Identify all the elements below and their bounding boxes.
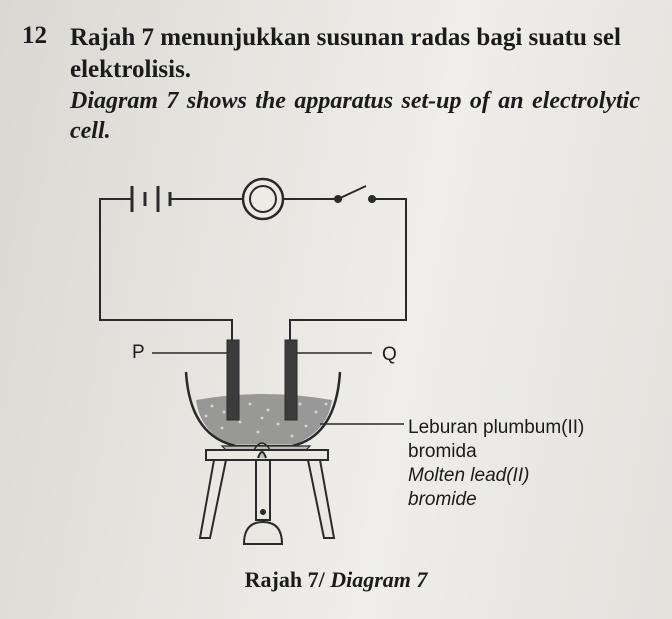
electrode-q-label: Q [382,344,397,365]
circuit-wire-left [100,199,232,342]
caption-english: Diagram 7 [324,567,428,592]
question-number: 12 [22,22,47,49]
electrode-p-label: P [132,342,145,363]
switch-icon [335,186,375,202]
caption-malay: Rajah 7/ [244,567,325,592]
diagram-caption [0,567,672,593]
electrolyte-label-english-line2: bromide [408,489,477,510]
circuit-wire-right [290,199,406,342]
question-text-english: Diagram 7 shows the apparatus set-up of an electrolytic cell. [70,88,640,144]
electrolyte-label-malay-line2: bromida [408,441,477,462]
electrode-p [227,340,239,420]
question-text-malay: Rajah 7 menunjukkan susunan radas bagi suatu sel elektrolisis. [70,24,621,83]
bulb-icon [243,179,336,219]
electrolyte-label-malay-line1: Leburan plumbum(II) [408,417,585,438]
electrolyte-label-english-line1: Molten lead(II) [408,465,530,486]
battery-icon [130,186,242,212]
electrode-q [285,340,297,420]
